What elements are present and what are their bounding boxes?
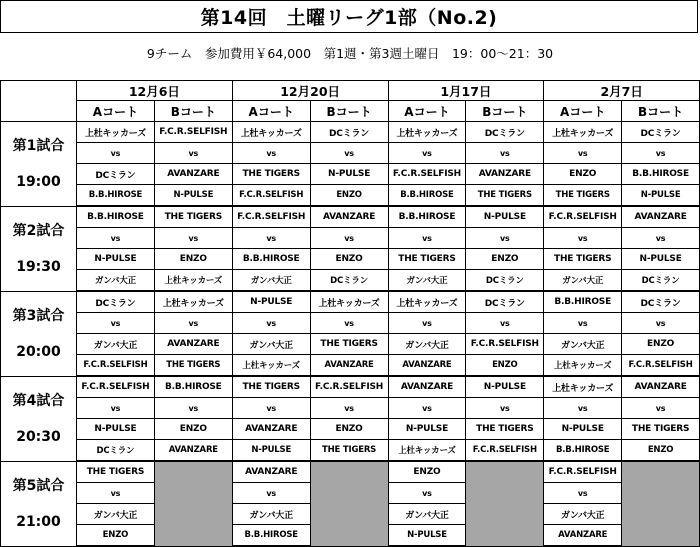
- away-team: N-PULSE: [310, 164, 388, 185]
- table-row: [1, 206, 700, 228]
- game-name: 第4試合: [12, 392, 65, 409]
- empty-slot: [466, 461, 544, 546]
- referee-team: N-PULSE: [622, 185, 700, 207]
- home-team: 上杜キッカーズ: [544, 376, 622, 398]
- referee-team: DCミラン: [77, 440, 155, 462]
- vs-label: vs: [154, 398, 232, 419]
- vs-label: vs: [622, 228, 700, 249]
- away-team: AVANZARE: [466, 164, 544, 185]
- away-team: ガンバ大正: [232, 334, 310, 355]
- table-row: [1, 461, 700, 483]
- table-row: [1, 313, 700, 334]
- game-name: 第3試合: [12, 307, 65, 324]
- away-team: AVANZARE: [154, 334, 232, 355]
- game-name: 第1試合: [12, 137, 65, 154]
- referee-team: B.B.HIROSE: [388, 185, 466, 207]
- referee-team: B.B.HIROSE: [77, 185, 155, 207]
- away-team: AVANZARE: [154, 164, 232, 185]
- referee-team: DCミラン: [310, 270, 388, 292]
- court-header-a: Aコート: [77, 101, 155, 122]
- referee-team: ガンバ大正: [77, 270, 155, 292]
- referee-team: F.C.R.SELFISH: [466, 440, 544, 462]
- court-header-row: [1, 101, 700, 122]
- referee-team: DCミラン: [622, 270, 700, 292]
- vs-label: vs: [232, 143, 310, 164]
- referee-team: 上杜キッカーズ: [232, 355, 310, 377]
- home-team: 上杜キッカーズ: [310, 291, 388, 313]
- home-team: N-PULSE: [466, 376, 544, 398]
- vs-label: vs: [310, 228, 388, 249]
- referee-team: ENZO: [77, 525, 155, 547]
- referee-team: 上杜キッカーズ: [388, 440, 466, 462]
- vs-label: vs: [544, 143, 622, 164]
- game-name: 第2試合: [12, 222, 65, 239]
- date-header: 12月20日: [232, 81, 388, 101]
- home-team: B.B.HIROSE: [544, 291, 622, 313]
- vs-label: vs: [232, 398, 310, 419]
- home-team: DCミラン: [622, 291, 700, 313]
- home-team: 上杜キッカーズ: [154, 291, 232, 313]
- vs-label: vs: [388, 228, 466, 249]
- home-team: AVANZARE: [622, 376, 700, 398]
- away-team: ガンバ大正: [77, 334, 155, 355]
- home-team: DCミラン: [466, 291, 544, 313]
- date-header: 1月17日: [388, 81, 544, 101]
- referee-team: N-PULSE: [232, 440, 310, 462]
- away-team: ENZO: [154, 419, 232, 440]
- away-team: ガンバ大正: [544, 504, 622, 525]
- vs-label: vs: [232, 228, 310, 249]
- home-team: THE TIGERS: [77, 461, 155, 483]
- away-team: N-PULSE: [388, 419, 466, 440]
- home-team: AVANZARE: [388, 376, 466, 398]
- vs-label: vs: [388, 313, 466, 334]
- away-team: AVANZARE: [232, 419, 310, 440]
- vs-label: vs: [310, 398, 388, 419]
- vs-label: vs: [544, 483, 622, 504]
- home-team: B.B.HIROSE: [77, 206, 155, 228]
- away-team: N-PULSE: [544, 419, 622, 440]
- referee-team: F.C.R.SELFISH: [232, 185, 310, 207]
- home-team: F.C.R.SELFISH: [77, 376, 155, 398]
- home-team: 上杜キッカーズ: [544, 122, 622, 143]
- away-team: ガンバ大正: [544, 334, 622, 355]
- referee-team: THE TIGERS: [154, 355, 232, 377]
- table-row: [1, 355, 700, 377]
- home-team: AVANZARE: [232, 461, 310, 483]
- court-header-b: Bコート: [466, 101, 544, 122]
- referee-team: THE TIGERS: [544, 185, 622, 207]
- home-team: AVANZARE: [622, 206, 700, 228]
- vs-label: vs: [622, 398, 700, 419]
- away-team: F.C.R.SELFISH: [466, 334, 544, 355]
- referee-team: THE TIGERS: [310, 440, 388, 462]
- vs-label: vs: [310, 313, 388, 334]
- game-time: 20:00: [16, 343, 61, 360]
- date-header: 2月7日: [544, 81, 700, 101]
- referee-team: ENZO: [310, 185, 388, 207]
- home-team: B.B.HIROSE: [154, 376, 232, 398]
- table-row: [1, 398, 700, 419]
- away-team: N-PULSE: [622, 249, 700, 270]
- away-team: ENZO: [310, 249, 388, 270]
- vs-label: vs: [544, 398, 622, 419]
- home-team: 上杜キッカーズ: [388, 291, 466, 313]
- away-team: ガンバ大正: [388, 334, 466, 355]
- vs-label: vs: [77, 398, 155, 419]
- home-team: F.C.R.SELFISH: [544, 461, 622, 483]
- court-header-a: Aコート: [388, 101, 466, 122]
- away-team: F.C.R.SELFISH: [388, 164, 466, 185]
- referee-team: B.B.HIROSE: [544, 440, 622, 462]
- away-team: THE TIGERS: [466, 419, 544, 440]
- vs-label: vs: [466, 228, 544, 249]
- away-team: DCミラン: [77, 164, 155, 185]
- referee-team: N-PULSE: [388, 525, 466, 547]
- away-team: ENZO: [154, 249, 232, 270]
- league-subtitle: 9チーム 参加費用￥64,000 第1週・第3週土曜日 19：00〜21：30: [146, 46, 554, 61]
- away-team: B.B.HIROSE: [232, 249, 310, 270]
- court-header-a: Aコート: [232, 101, 310, 122]
- home-team: ENZO: [388, 461, 466, 483]
- vs-label: vs: [622, 143, 700, 164]
- page-title: 第14回 土曜リーグ1部（No.2): [0, 0, 698, 33]
- vs-label: vs: [310, 143, 388, 164]
- away-team: ENZO: [310, 419, 388, 440]
- game-time: 20:30: [16, 428, 61, 445]
- table-row: [1, 185, 700, 207]
- away-team: THE TIGERS: [310, 334, 388, 355]
- away-team: ENZO: [622, 334, 700, 355]
- away-team: THE TIGERS: [232, 164, 310, 185]
- table-row: [1, 143, 700, 164]
- court-header-b: Bコート: [622, 101, 700, 122]
- table-row: [1, 164, 700, 185]
- game-time: 19:30: [16, 258, 61, 275]
- game-label-cell: [1, 461, 77, 546]
- table-row: [1, 440, 700, 462]
- home-team: N-PULSE: [466, 206, 544, 228]
- home-team: F.C.R.SELFISH: [154, 122, 232, 143]
- referee-team: AVANZARE: [388, 355, 466, 377]
- away-team: ガンバ大正: [77, 504, 155, 525]
- away-team: THE TIGERS: [622, 419, 700, 440]
- away-team: B.B.HIROSE: [622, 164, 700, 185]
- away-team: N-PULSE: [77, 249, 155, 270]
- home-team: B.B.HIROSE: [388, 206, 466, 228]
- referee-team: ガンバ大正: [544, 270, 622, 292]
- vs-label: vs: [544, 228, 622, 249]
- referee-team: 上杜キッカーズ: [544, 355, 622, 377]
- vs-label: vs: [388, 483, 466, 504]
- date-header: 12月6日: [77, 81, 233, 101]
- referee-team: ENZO: [466, 355, 544, 377]
- home-team: AVANZARE: [310, 206, 388, 228]
- away-team: THE TIGERS: [544, 249, 622, 270]
- table-row: [1, 270, 700, 292]
- vs-label: vs: [77, 228, 155, 249]
- table-row: [1, 376, 700, 398]
- referee-team: ガンバ大正: [388, 270, 466, 292]
- game-label-cell: [1, 122, 77, 207]
- home-team: DCミラン: [622, 122, 700, 143]
- home-team: DCミラン: [466, 122, 544, 143]
- home-team: F.C.R.SELFISH: [232, 206, 310, 228]
- referee-team: AVANZARE: [154, 440, 232, 462]
- referee-team: AVANZARE: [544, 525, 622, 547]
- home-team: DCミラン: [310, 122, 388, 143]
- schedule-table: [0, 80, 700, 547]
- vs-label: vs: [388, 398, 466, 419]
- vs-label: vs: [466, 313, 544, 334]
- home-team: F.C.R.SELFISH: [544, 206, 622, 228]
- vs-label: vs: [77, 143, 155, 164]
- referee-team: N-PULSE: [154, 185, 232, 207]
- empty-slot: [310, 461, 388, 546]
- referee-team: B.B.HIROSE: [232, 525, 310, 547]
- vs-label: vs: [154, 313, 232, 334]
- game-label-cell: [1, 376, 77, 461]
- court-header-b: Bコート: [154, 101, 232, 122]
- vs-label: vs: [232, 483, 310, 504]
- vs-label: vs: [388, 143, 466, 164]
- date-header-row: [1, 81, 700, 101]
- away-team: ガンバ大正: [232, 504, 310, 525]
- table-row: [1, 228, 700, 249]
- vs-label: vs: [77, 313, 155, 334]
- court-header-b: Bコート: [310, 101, 388, 122]
- home-team: DCミラン: [77, 291, 155, 313]
- vs-label: vs: [154, 228, 232, 249]
- referee-team: AVANZARE: [310, 355, 388, 377]
- table-row: [1, 122, 700, 143]
- referee-team: ガンバ大正: [232, 270, 310, 292]
- home-team: THE TIGERS: [232, 376, 310, 398]
- referee-team: F.C.R.SELFISH: [77, 355, 155, 377]
- vs-label: vs: [544, 313, 622, 334]
- home-team: F.C.R.SELFISH: [310, 376, 388, 398]
- vs-label: vs: [232, 313, 310, 334]
- home-team: 上杜キッカーズ: [232, 122, 310, 143]
- away-team: N-PULSE: [77, 419, 155, 440]
- vs-label: vs: [466, 143, 544, 164]
- home-team: THE TIGERS: [154, 206, 232, 228]
- court-header-a: Aコート: [544, 101, 622, 122]
- away-team: ENZO: [544, 164, 622, 185]
- table-row: [1, 291, 700, 313]
- vs-label: vs: [622, 313, 700, 334]
- table-row: [1, 419, 700, 440]
- referee-team: DCミラン: [466, 270, 544, 292]
- vs-label: vs: [466, 398, 544, 419]
- vs-label: vs: [154, 143, 232, 164]
- empty-slot: [154, 461, 232, 546]
- game-time: 21:00: [16, 513, 61, 530]
- away-team: THE TIGERS: [388, 249, 466, 270]
- schedule-body: [1, 122, 700, 547]
- referee-team: THE TIGERS: [466, 185, 544, 207]
- corner-cell: [1, 81, 77, 122]
- referee-team: 上杜キッカーズ: [154, 270, 232, 292]
- home-team: 上杜キッカーズ: [388, 122, 466, 143]
- game-name: 第5試合: [12, 477, 65, 494]
- game-time: 19:00: [16, 173, 61, 190]
- away-team: ENZO: [466, 249, 544, 270]
- table-row: [1, 334, 700, 355]
- game-label-cell: [1, 206, 77, 291]
- referee-team: F.C.R.SELFISH: [622, 355, 700, 377]
- empty-slot: [622, 461, 700, 546]
- referee-team: ENZO: [622, 440, 700, 462]
- away-team: ガンバ大正: [388, 504, 466, 525]
- vs-label: vs: [77, 483, 155, 504]
- table-row: [1, 249, 700, 270]
- home-team: N-PULSE: [232, 291, 310, 313]
- game-label-cell: [1, 291, 77, 376]
- home-team: 上杜キッカーズ: [77, 122, 155, 143]
